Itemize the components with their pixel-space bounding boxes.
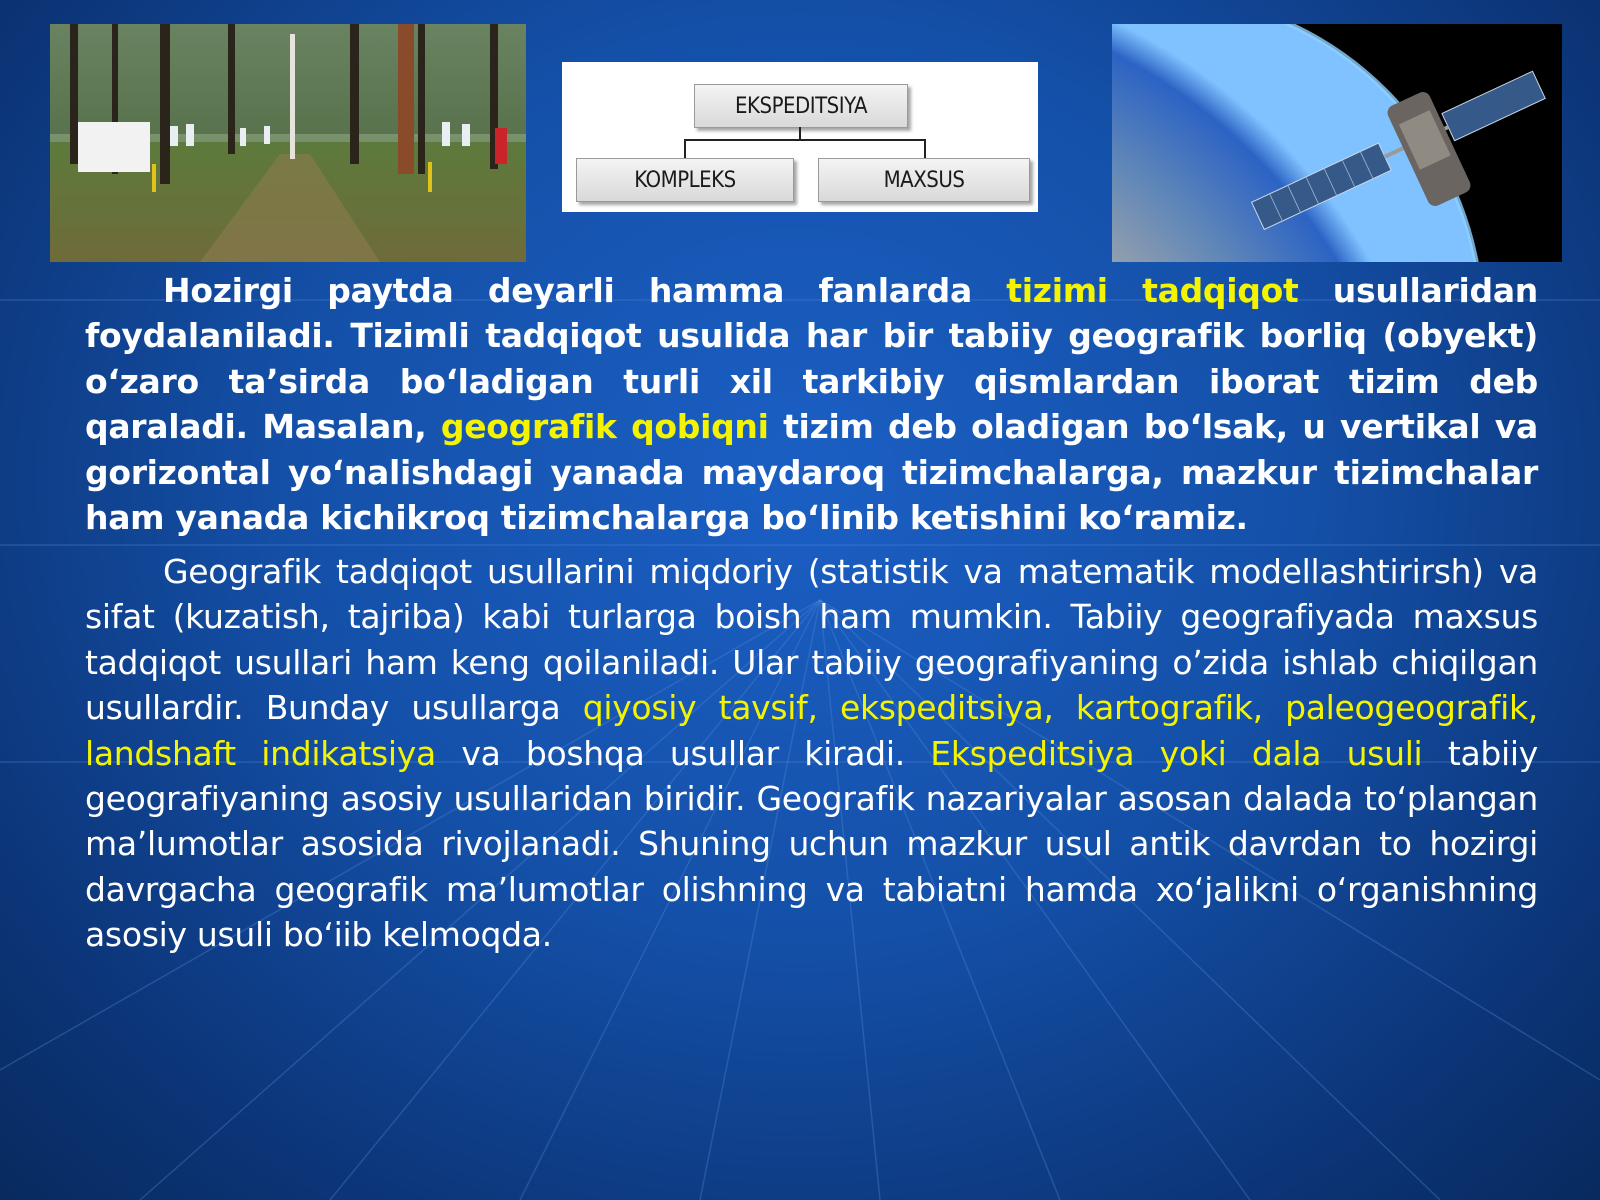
forest-expedition-photo	[50, 24, 526, 262]
para1-text-1: Hozirgi paytda deyarli hamma fanlarda	[163, 271, 1007, 310]
diagram-connector	[684, 139, 926, 141]
para1-highlight-systems-research: tizimi tadqiqot	[1006, 271, 1299, 310]
diagram-connector	[684, 139, 686, 158]
diagram-box-maxsus: MAXSUS	[818, 158, 1030, 202]
para1-highlight-geographic-envelope: geografik qobiqni	[440, 407, 769, 447]
para2-highlight-methods-list: qiyosiy tavsif, ekspeditsiya, kartografik, paleogeografik, landshaft indikatsiya	[85, 688, 1538, 773]
para2-text-2: va boshqa usullar kiradi.	[435, 733, 931, 773]
paragraph-systems-method	[85, 268, 1538, 540]
para1-text-2: usullaridan foydalaniladi. Tizimli tadqiqot usulida har bir tabiiy geografik borliq (obyekt) o‘zaro ta’sirda bo‘ladigan turli xil tarkibiy qismlardan iborat tizim deb qaraladi. Masalan,	[85, 271, 1538, 447]
paragraph-research-methods	[85, 549, 1538, 958]
diagram-box-kompleks: KOMPLEKS	[576, 158, 794, 202]
para2-text-3: tabiiy geografiyaning asosiy usullaridan biridir. Geografik nazariyalar asosan dalada to‘plangan ma’lumotlar asosida rivojlanadi. Shuning uchun mazkur usul antik davrdan to hozirgi davrgacha geografik ma’lumotlar olishning va tabiatni hamda xo‘jalikni o‘rganishning asosiy usuli bo‘iib kelmoqda.	[85, 733, 1538, 955]
para2-highlight-field-method: Ekspeditsiya yoki dala usuli	[930, 733, 1423, 773]
para2-text-1: Geografik tadqiqot usullarini miqdoriy (statistik va matematik modellashtirirsh) va sifat (kuzatish, tajriba) kabi turlarga boish ham mumkin. Tabiiy geografiyada maxsus tadqiqot usullari ham keng qoilaniladi. Ular tabiiy geografiyaning o’zida ishlab chiqilgan usullardir. Bunday usullarga	[85, 552, 1538, 728]
expedition-types-diagram	[562, 62, 1038, 212]
diagram-connector	[924, 139, 926, 158]
satellite-earth-photo	[1112, 24, 1562, 262]
para1-text-3: tizim deb oladigan bo‘lsak, u vertikal va gorizontal yo‘nalishdagi yanada maydaroq tizimchalarga, mazkur tizimchalar ham yanada kichikroq tizimchalarga bo‘linib ketishini ko‘ramiz.	[85, 407, 1538, 538]
diagram-connector	[799, 127, 801, 139]
diagram-box-ekspeditsiya: EKSPEDITSIYA	[694, 84, 908, 128]
